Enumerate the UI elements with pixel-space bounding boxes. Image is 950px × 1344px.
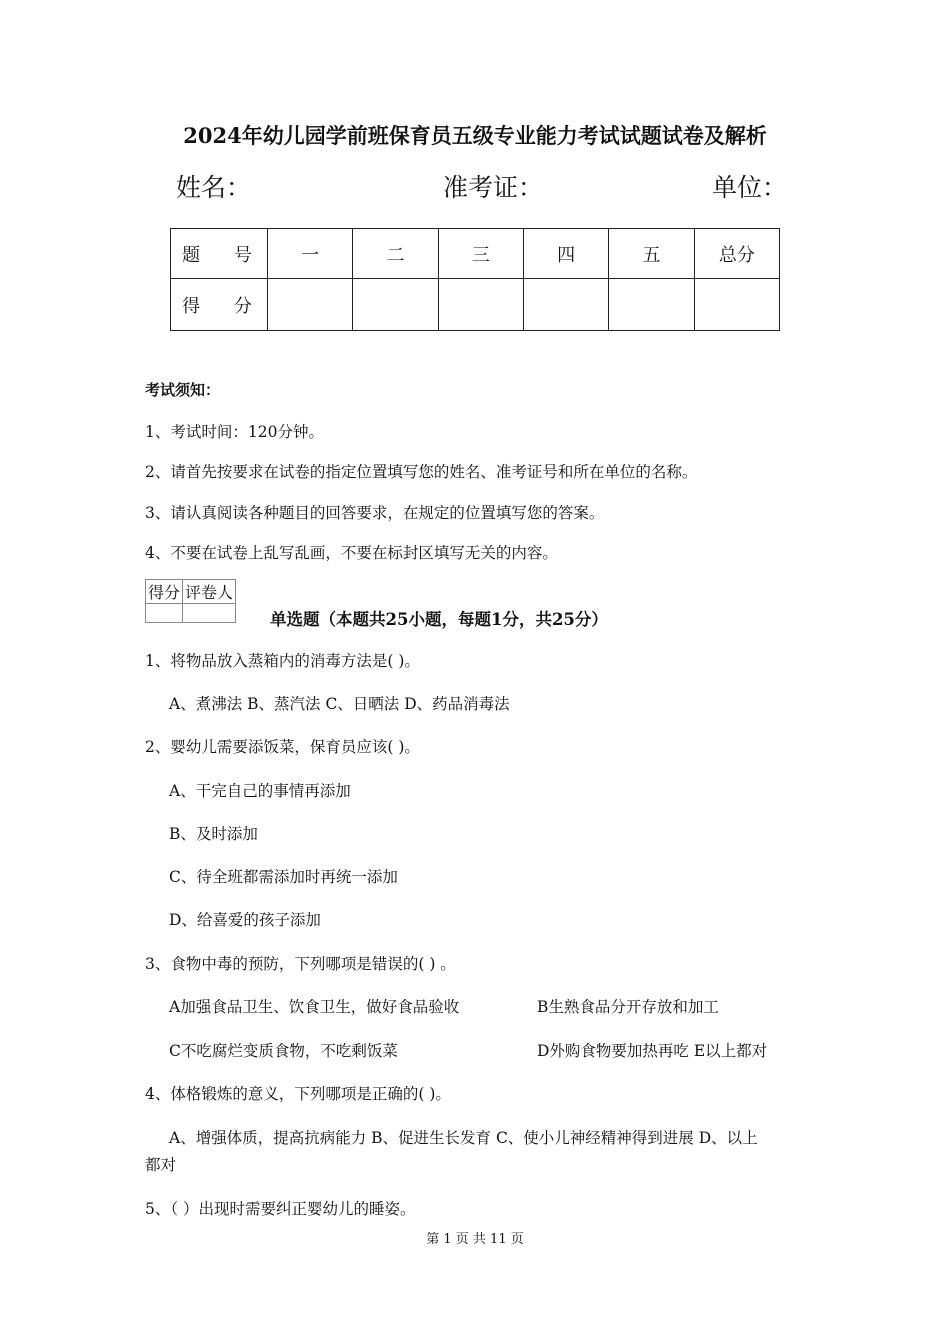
score-input-cell[interactable] <box>694 279 779 331</box>
notice-item: 2、请首先按要求在试卷的指定位置填写您的姓名、准考证号和所在单位的名称。 <box>145 463 698 481</box>
score-table-cell: 五 <box>609 229 694 279</box>
question-5: 5、（ ）出现时需要纠正婴幼儿的睡姿。 <box>145 1200 416 1218</box>
score-input-cell[interactable] <box>268 279 353 331</box>
score-table-score-row <box>171 279 780 331</box>
question-3-option-c: C不吃腐烂变质食物，不吃剩饭菜 <box>169 1042 398 1060</box>
score-table-cell: 总分 <box>694 229 779 279</box>
page-footer: 第 1 页 共 11 页 <box>426 1232 524 1247</box>
score-table-cell: 一 <box>268 229 353 279</box>
score-input-cell[interactable] <box>438 279 523 331</box>
notice-item: 1、考试时间：120分钟。 <box>145 423 324 441</box>
question-3: 3、食物中毒的预防，下列哪项是错误的( ) 。 <box>145 955 456 973</box>
document-title: 2024年幼儿园学前班保育员五级专业能力考试试题试卷及解析 <box>183 123 767 148</box>
question-3-option-b: B生熟食品分开存放和加工 <box>537 998 719 1016</box>
exam-number-label: 准考证： <box>443 173 544 202</box>
question-2: 2、婴幼儿需要添饭菜，保育员应该( )。 <box>145 738 420 756</box>
grader-score-cell[interactable] <box>146 604 183 623</box>
question-2-option-d: D、给喜爱的孩子添加 <box>169 911 321 929</box>
grader-name-cell[interactable] <box>183 604 236 623</box>
question-4-options: A、增强体质，提高抗病能力 B、促进生长发育 C、使小儿神经精神得到进展 D、以上 <box>169 1129 758 1147</box>
score-table-cell: 二 <box>353 229 438 279</box>
score-table-header-row <box>171 229 780 279</box>
grader-score-label: 得分 <box>146 580 183 604</box>
name-label: 姓名： <box>176 173 252 202</box>
grader-name-label: 评卷人 <box>183 580 236 604</box>
question-3-option-a: A加强食品卫生、饮食卫生，做好食品验收 <box>169 998 460 1016</box>
notice-item: 3、请认真阅读各种题目的回答要求，在规定的位置填写您的答案。 <box>145 504 605 522</box>
notice-item: 4、不要在试卷上乱写乱画，不要在标封区填写无关的内容。 <box>145 544 558 562</box>
grader-box <box>145 579 236 623</box>
question-3-option-d: D外购食物要加热再吃 E以上都对 <box>537 1042 768 1060</box>
score-input-cell[interactable] <box>609 279 694 331</box>
score-input-cell[interactable] <box>353 279 438 331</box>
question-2-option-c: C、待全班都需添加时再统一添加 <box>169 868 398 886</box>
question-2-option-a: A、干完自己的事情再添加 <box>169 782 351 800</box>
score-input-cell[interactable] <box>523 279 608 331</box>
question-4-options-continued: 都对 <box>145 1156 177 1174</box>
question-1: 1、将物品放入蒸箱内的消毒方法是( )。 <box>145 652 420 670</box>
section-title: 单选题（本题共25小题，每题1分，共25分） <box>270 610 608 629</box>
unit-label: 单位： <box>712 173 788 202</box>
notice-heading: 考试须知： <box>145 381 221 399</box>
score-table-cell: 题 号 <box>171 229 268 279</box>
score-table <box>170 228 780 331</box>
question-2-option-b: B、及时添加 <box>169 825 258 843</box>
score-table-cell: 四 <box>523 229 608 279</box>
question-4: 4、体格锻炼的意义，下列哪项是正确的( )。 <box>145 1085 451 1103</box>
question-1-options: A、煮沸法 B、蒸汽法 C、日晒法 D、药品消毒法 <box>169 695 510 713</box>
score-table-cell: 得 分 <box>171 279 268 331</box>
score-table-cell: 三 <box>438 229 523 279</box>
